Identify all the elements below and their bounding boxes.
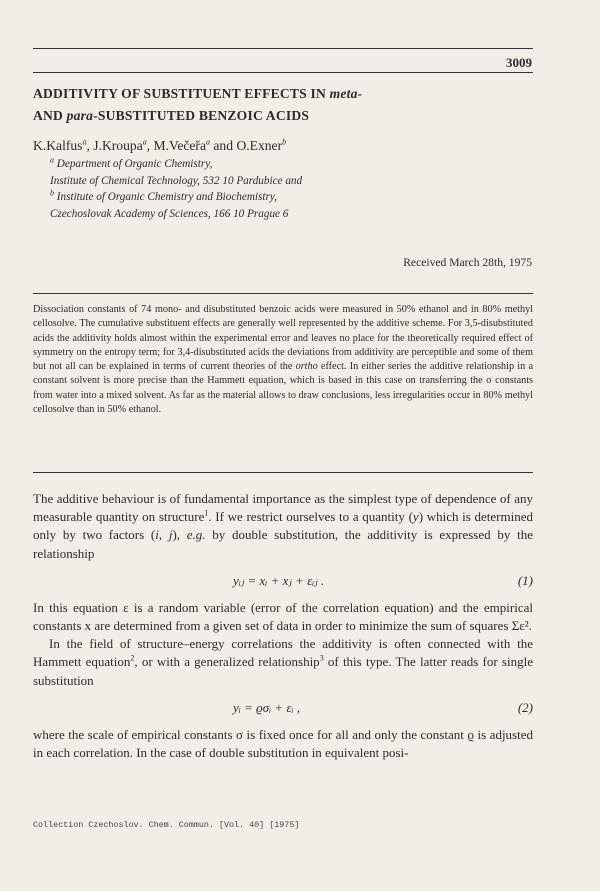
equation-1: yᵢⱼ = xᵢ + xⱼ + εᵢⱼ . (1) [33,563,533,599]
body-text [33,490,533,762]
received-date: Received March 28th, 1975 [403,256,532,269]
abstract: Dissociation constants of 74 mono- and disubstituted benzoic acids were measured in 50% ethanol and in 80% methyl cellosolve. The cumulative substituent effects are generally well represented by the additive scheme. For 3,5-disubstituted acids the additivity holds almost within the experimental error and leaves no place for the theoretically required effect of symmetry on the entropy term; for 3,4-disubstituted acids the deviations from additivity are perceptible and some of them but not all can be explained in terms of current theories of the ortho effect. In either series the additive relationship in a constant solvent is more precise than the Hammett equation, which is based in this case on transferring the σ constants from water into a mixed solvent. As far as the material allows to draw conclusions, less irregularities occur in 80% methyl cellosolve than in 50% ethanol. [33,304,533,416]
author: M.Večeřa$^a$ and [153,137,237,153]
affiliation-a: $^a$ Department of Organic Chemistry, [50,155,213,170]
paragraph: where the scale of empirical constants σ is fixed once for all and only the constant ϱ is adjusted in each correlation. In the case of double substitution in equivalent posi- [33,726,533,761]
abstract-rule-top [33,293,533,294]
abstract-rule-bottom [33,472,533,473]
author: O.Exner$^b$ [236,137,287,153]
header-rule [33,48,533,49]
page-number: 3009 [506,55,532,70]
paragraph: In this equation ε is a random variable (error of the correlation equation) and the empirical constants x are determined from a given set of data in order to minimize the sum of squares Σε². [33,599,533,634]
affiliation-b-line2: Czechoslovak Academy of Sciences, 166 10 Prague 6 [50,207,289,220]
paragraph: The additive behaviour is of fundamental importance as the simplest type of dependence of any measurable quantity on structure$^1$. If we restrict ourselves to a quantity (y) which is determined only by two factors (i, j), e.g. by double substitution, the additivity is expressed by the relationship [33,491,534,561]
author: K.Kalfus$^a$, [33,137,94,153]
article-title: ADDITIVITY OF SUBSTITUENT EFFECTS IN meta- AND para-SUBSTITUTED BENZOIC ACIDS [33,86,363,123]
equation-number: (1) [517,572,533,588]
journal-footer: Collection Czechoslov. Chem. Commun. [Vol. 40] [1975] [33,820,300,830]
equation-number: (2) [517,699,533,715]
author: J.Kroupa$^a$, [93,137,154,153]
author-list [33,138,286,154]
equation-2: yᵢ = ϱσᵢ + εᵢ , (2) [33,690,533,726]
affiliation-a-line2: Institute of Chemical Technology, 532 10 Pardubice and [50,174,303,187]
paragraph: In the field of structure–energy correlations the additivity is often connected with the Hammett equation$^2$, or with a generalized relationship$^3$ of this type. The latter reads for single substitution [33,636,533,688]
header-rule-lower [33,72,533,73]
affiliations [50,156,302,222]
affiliation-b: $^b$ Institute of Organic Chemistry and Biochemistry, [50,188,278,203]
